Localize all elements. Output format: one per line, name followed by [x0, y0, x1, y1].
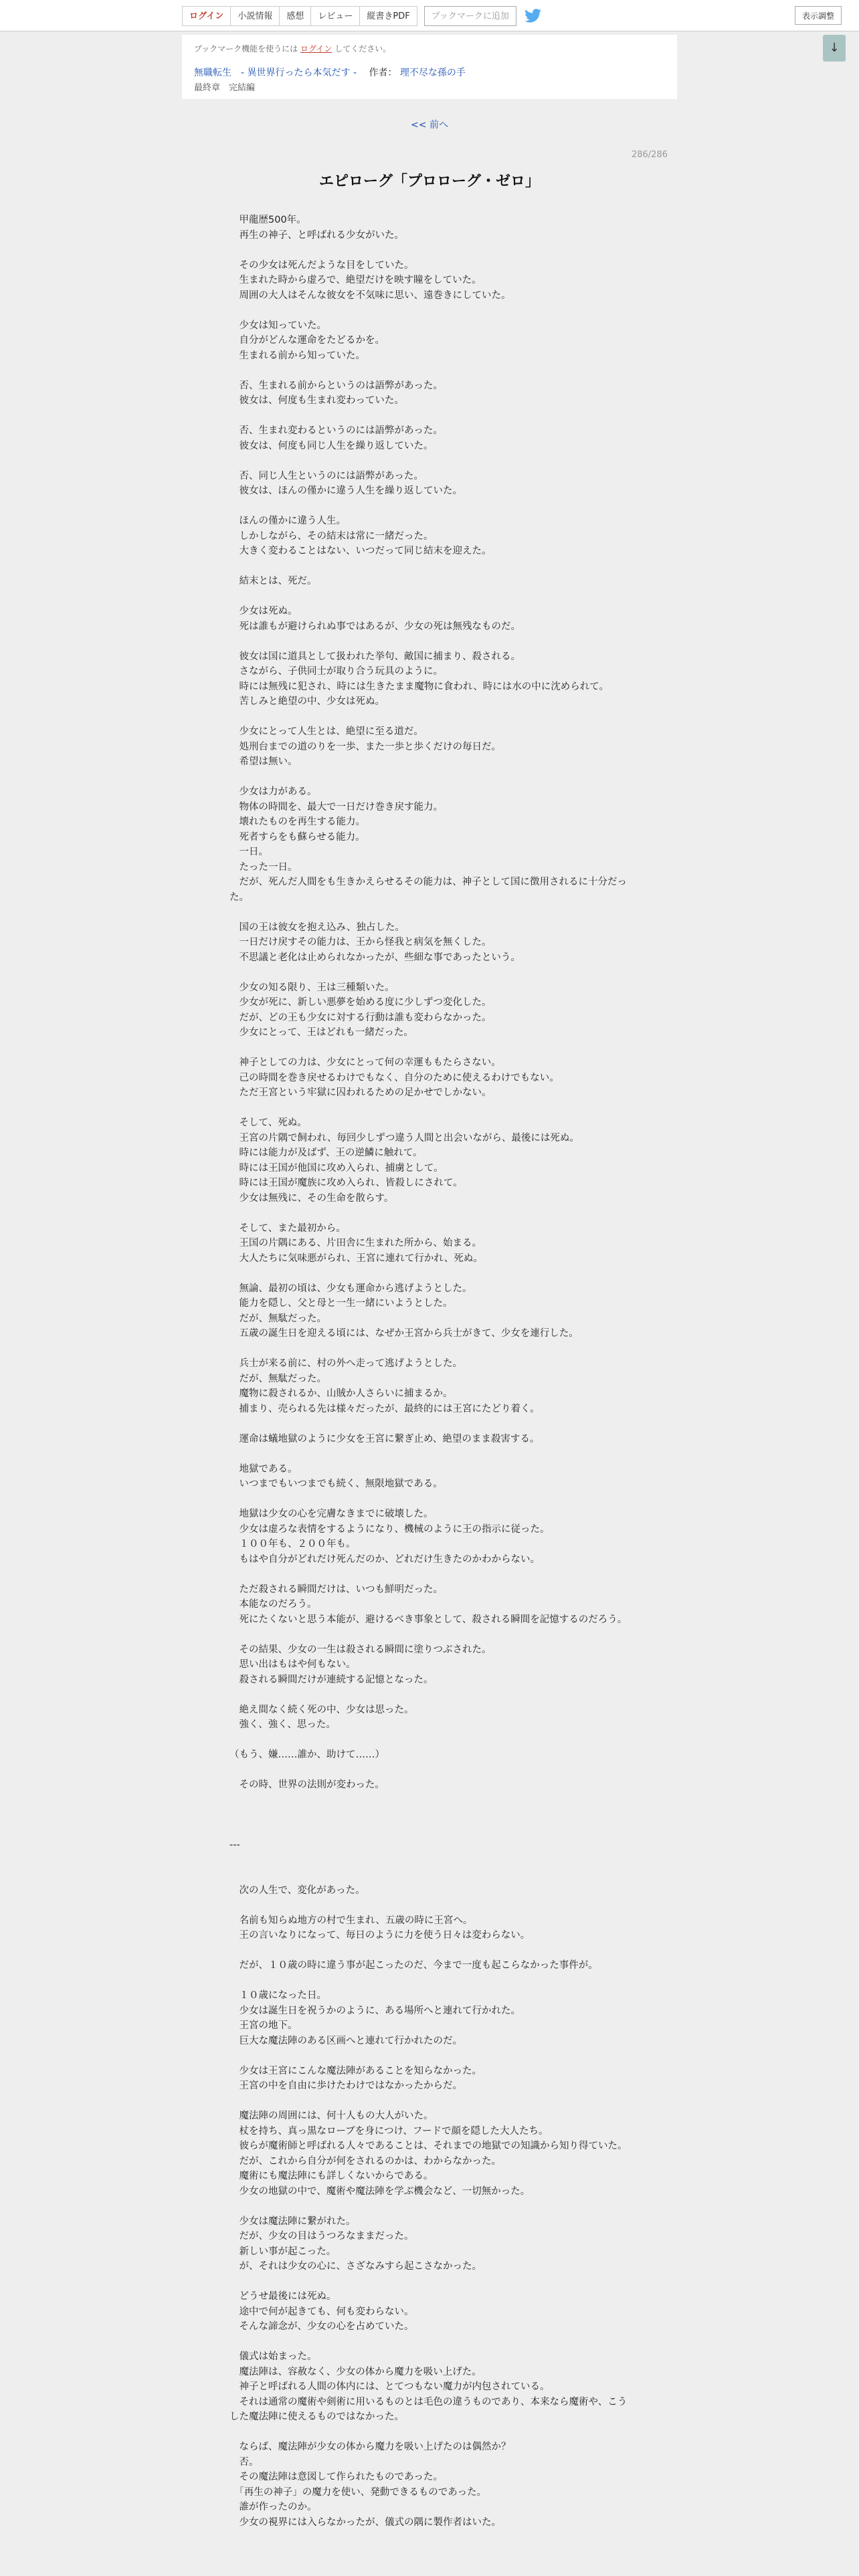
text-line: 兵士が来る前に、村の外へ走って逃げようとした。	[229, 1358, 462, 1369]
text-line	[229, 559, 631, 574]
text-line	[229, 1567, 631, 1582]
bookmark-note-post: してください。	[335, 44, 391, 53]
text-line: 捕まり、売られる先は様々だったが、最終的には王宮にたどり着く。	[229, 1403, 540, 1414]
display-adjust-button[interactable]: 表示調整	[795, 6, 842, 25]
text-line: 杖を持ち、真っ黒なローブを身につけ、フードで顔を隠した大人たち。	[229, 2125, 549, 2137]
text-line: 名前も知らぬ地方の村で生まれ、五歳の時に王宮へ。	[229, 1915, 473, 1926]
text-line: 少女は虚ろな表情をするようになり、機械のように王の指示に従った。	[229, 1523, 550, 1535]
login-button[interactable]: ログイン	[182, 6, 231, 26]
prev-link-text[interactable]: << 前へ	[411, 120, 448, 130]
text-line: 少女にとって人生とは、絶望に至る道だ。	[229, 726, 423, 737]
text-line	[229, 1853, 631, 1868]
text-line: 途中で何が起きても、何も変わらない。	[229, 2306, 414, 2317]
text-line: 巨大な魔法陣のある区画へと連れて行かれたのだ。	[229, 2035, 462, 2046]
text-line: 少女は魔法陣に繋がれた。	[229, 2216, 356, 2227]
bookmark-note-pre: ブックマーク機能を使うには	[194, 44, 298, 53]
text-line: 少女の地獄の中で、魔術や魔法陣を学ぶ機会など、一切無かった。	[229, 2185, 531, 2197]
text-line: 能力を隠し、父と母と一生一緒にいようとした。	[229, 1298, 453, 1309]
text-line: そして、死ぬ。	[229, 1117, 307, 1128]
text-line	[229, 303, 631, 318]
text-line: その少女は死んだような目をしていた。	[229, 259, 414, 271]
text-line: 彼らが魔術師と呼ばれる人々であることは、それまでの地獄での知識から知り得ていた。	[229, 2141, 628, 2151]
text-line	[229, 1266, 631, 1281]
text-line: だが、これから自分が何をされるのかは、わからなかった。	[229, 2155, 501, 2167]
header-nav	[182, 5, 542, 27]
text-line: 誰が作ったのか。	[229, 2502, 317, 2512]
scroll-down-button[interactable]	[823, 35, 846, 62]
text-line: もはや自分がどれだけ死んだのか、どれだけ生きたのかわからない。	[229, 1553, 540, 1565]
text-line	[229, 1808, 631, 1823]
text-line	[229, 1733, 631, 1748]
text-line: 壊れたものを再生する能力。	[229, 817, 365, 827]
text-line: 彼女は、何度も同じ人生を繰り返していた。	[229, 440, 434, 451]
text-line: 否、生まれ変わるというのには語弊があった。	[229, 425, 443, 436]
text-line: 否、同じ人生というのには語弊があった。	[229, 470, 423, 481]
text-line	[229, 770, 631, 785]
text-line	[229, 2425, 631, 2440]
text-line: 己の時間を巻き戻せるわけでもなく、自分のために使えるわけでもない。	[229, 1072, 559, 1083]
text-line	[229, 2274, 631, 2290]
text-line	[229, 1041, 631, 1056]
prev-page-link	[0, 118, 859, 131]
text-line: さながら、子供同士が取り合う玩具のように。	[229, 666, 443, 677]
text-line	[229, 499, 631, 514]
impressions-button[interactable]: 感想	[280, 6, 311, 26]
author-label: 作者：	[369, 68, 397, 78]
text-line: 強く、強く、思った。	[229, 1719, 336, 1730]
text-line: 否。	[229, 2456, 259, 2468]
text-line	[229, 409, 631, 424]
text-line: 再生の神子、と呼ばれる少女がいた。	[229, 229, 404, 241]
text-line: 少女の視界には入らなかったが、儀式の隅に製作者はいた。	[229, 2516, 501, 2528]
text-line: たった一日。	[229, 861, 298, 873]
text-line	[229, 2199, 631, 2214]
text-line: 国の王は彼女を抱え込み、独占した。	[229, 922, 405, 933]
text-line: いつまでもいつまでも続く、無限地獄である。	[229, 1479, 443, 1489]
text-line: 不思議と老化は止められなかったが、些細な事であったという。	[229, 952, 520, 963]
text-line: 殺される瞬間だけが連続する記憶となった。	[229, 1674, 434, 1685]
text-line: 苦しみと絶望の中、少女は死ぬ。	[229, 696, 385, 707]
text-line: ほんの僅かに違う人生。	[229, 516, 346, 526]
chapter-title: エピローグ「プロローグ・ゼロ」	[318, 173, 540, 190]
text-line	[229, 1492, 631, 1507]
text-line	[229, 710, 631, 725]
text-line	[229, 363, 631, 379]
text-line: 時には王国が魔族に攻め入られ、皆殺しにされて。	[229, 1178, 463, 1188]
header-bar	[0, 0, 859, 31]
text-line: 王宮の中を自由に歩けたわけではなかったからだ。	[229, 2080, 462, 2091]
text-line: 王宮の片隅で飼われ、毎回少しずつ違う人間と出会いながら、最後には死ぬ。	[229, 1132, 579, 1144]
text-line: 魔法陣の周囲には、何十人もの大人がいた。	[229, 2111, 434, 2121]
text-line	[229, 453, 631, 469]
text-line: 地獄である。	[229, 1463, 298, 1475]
text-line: （もう、嫌……誰か、助けて……）	[229, 1749, 385, 1760]
text-line	[229, 1943, 631, 1959]
text-line: が、それは少女の心に、さざなみすら起こさなかった。	[229, 2261, 482, 2272]
text-line: 周囲の大人はそんな彼女を不気味に思い、遠巻きにしていた。	[229, 290, 511, 301]
text-line: 少女にとって、王はどれも一緒だった。	[229, 1027, 413, 1038]
text-line	[229, 1206, 631, 1221]
text-line: しかしながら、その結末は常に一緒だった。	[229, 530, 434, 542]
text-line	[229, 243, 631, 258]
text-line: 一日。	[229, 847, 268, 857]
text-line: 無論、最初の頃は、少女も運命から逃げようとした。	[229, 1283, 472, 1294]
text-line: 時には能力が及ばず、王の逆鱗に触れて。	[229, 1148, 423, 1158]
text-line: 少女の知る限り、王は三種類いた。	[229, 982, 395, 993]
text-line	[229, 2094, 631, 2109]
text-line: だが、無駄だった。	[229, 1373, 326, 1384]
text-line: だが、１０歳の時に違う事が起こったのだ、今まで一度も起こらなかった事件が。	[229, 1960, 598, 1971]
text-line	[229, 1898, 631, 1913]
text-line: その魔法陣は意図して作られたものであった。	[229, 2472, 443, 2482]
text-line: 自分がどんな運命をたどるかを。	[229, 335, 385, 346]
arrow-down-icon: ↓	[829, 41, 840, 55]
text-line: 大きく変わることはない、いつだって同じ結末を迎えた。	[229, 546, 492, 556]
text-line: 少女は王宮にこんな魔法陣があることを知らなかった。	[229, 2065, 482, 2076]
text-line: 魔法陣は、容赦なく、少女の体から魔力を吸い上げた。	[229, 2366, 482, 2377]
text-line: 死にたくないと思う本能が、避けるべき事象として、殺される瞬間を記憶するのだろう。	[229, 1614, 628, 1625]
text-line: そんな諦念が、少女の心を占めていた。	[229, 2321, 414, 2332]
text-line: そして、また最初から。	[229, 1222, 346, 1234]
text-line: 死者すらをも蘇らせる能力。	[229, 831, 365, 843]
text-line	[229, 1973, 631, 1989]
text-line	[229, 634, 631, 649]
add-bookmark-button[interactable]: ブックマークに追加	[424, 6, 516, 26]
chapter-body	[229, 213, 631, 2530]
text-line: だが、少女の目はうつろなままだった。	[229, 2231, 414, 2242]
text-line: 王宮の地下。	[229, 2020, 298, 2031]
text-line: どうせ最後には死ぬ。	[229, 2291, 337, 2302]
text-line	[229, 1687, 631, 1703]
text-line	[229, 965, 631, 980]
text-line: 生まれる前から知っていた。	[229, 350, 365, 361]
text-line: 絶え間なく続く死の中、少女は思った。	[229, 1704, 414, 1715]
text-line	[229, 1793, 631, 1808]
text-line: その時、世界の法則が変わった。	[229, 1780, 385, 1790]
text-line: 大人たちに気味悪がられ、王宮に連れて行かれ、死ぬ。	[229, 1253, 483, 1264]
text-line	[229, 1627, 631, 1642]
text-line: 少女は無残に、その生命を散らす。	[229, 1192, 394, 1204]
text-line: 魔術にも魔法陣にも詳しくないからである。	[229, 2171, 434, 2181]
text-line: 生まれた時から虚ろで、絶望だけを映す瞳をしていた。	[229, 275, 482, 286]
text-line: 少女が死に、新しい悪夢を始める度に少しずつ変化した。	[229, 997, 492, 1008]
text-line: 死は誰もが避けられぬ事ではあるが、少女の死は無残なものだ。	[229, 621, 520, 632]
text-line: 王の言いなりになって、毎日のように力を使う日々は変わらない。	[229, 1930, 531, 1941]
text-line: 運命は蟻地獄のように少女を王宮に繋ぎ止め、絶望のまま殺害する。	[229, 1433, 540, 1444]
text-line	[229, 1416, 631, 1432]
text-line	[229, 1868, 631, 1883]
text-line: 希望は無い。	[229, 756, 298, 767]
review-button[interactable]: レビュー	[311, 6, 360, 26]
text-line: 少女は誕生日を祝うかのように、ある場所へと連れて行かれた。	[229, 2005, 520, 2016]
text-line: 思い出はもはや何もない。	[229, 1659, 356, 1670]
text-line: 少女は知っていた。	[229, 320, 326, 331]
text-line: 王国の片隅にある、片田舎に生まれた所から、始まる。	[229, 1238, 482, 1249]
text-line	[229, 2048, 631, 2064]
text-line: 魔物に殺されるか、山賊か人さらいに捕まるか。	[229, 1388, 453, 1399]
text-line: 少女は力がある。	[229, 786, 317, 797]
vertical-pdf-button[interactable]: 縦書きPDF	[360, 6, 417, 26]
text-line	[229, 589, 631, 605]
text-line: 少女は死ぬ。	[229, 606, 298, 617]
author-link[interactable]: 理不尽な孫の手	[399, 68, 466, 78]
text-line: １００年も、２００年も。	[229, 1539, 356, 1549]
text-line: 時には王国が他国に攻め入られ、捕虜として。	[229, 1162, 444, 1174]
text-line: その結果、少女の一生は殺される瞬間に塗りつぶされた。	[229, 1644, 492, 1655]
novel-info-box	[182, 35, 677, 99]
text-line: 処刑台までの道のりを一歩、また一歩と歩くだけの毎日だ。	[229, 741, 501, 752]
text-line: ただ王宮という牢獄に囚われるための足かせでしかない。	[229, 1087, 492, 1098]
novel-title-link[interactable]: 無職転生 - 異世界行ったら本気だす -	[194, 68, 357, 78]
chapter-status: 最終章 完結編	[194, 83, 256, 93]
text-line: 地獄は少女の心を完膚なきまでに破壊した。	[229, 1509, 434, 1519]
twitter-icon[interactable]	[524, 9, 542, 23]
text-line: 物体の時間を、最大で一日だけ巻き戻す能力。	[229, 801, 443, 813]
text-line	[229, 1446, 631, 1462]
text-line: 五歳の誕生日を迎える頃には、なぜか王宮から兵士がきて、少女を連行した。	[229, 1328, 579, 1339]
text-line: 神子と呼ばれる人間の体内には、とてつもない魔力が内包されている。	[229, 2381, 550, 2392]
text-line: 甲龍歴500年。	[229, 215, 306, 225]
novel-info-button[interactable]: 小説情報	[231, 6, 280, 26]
text-line: 一日だけ戻すその能力は、王から怪我と病気を無くした。	[229, 937, 492, 948]
text-line	[229, 1823, 631, 1838]
text-line: 次の人生で、変化があった。	[229, 1885, 365, 1896]
text-line: １０歳になった日。	[229, 1990, 326, 2001]
text-line: 時には無残に犯され、時には生きたまま魔物に食われ、時には水の中に沈められて。	[229, 681, 609, 692]
text-line	[229, 1763, 631, 1778]
text-line: ただ殺される瞬間だけは、いつも鮮明だった。	[229, 1584, 443, 1595]
text-line: 神子としての力は、少女にとって何の幸運ももたらさない。	[229, 1057, 501, 1068]
text-line: だが、死んだ人間をも生きかえらせるその能力は、神子として国に徴用されるに十分だった。	[229, 877, 628, 903]
text-line: 否、生まれる前からというのは語弊があった。	[229, 380, 443, 391]
text-line	[229, 2335, 631, 2350]
text-line: ---	[229, 1840, 240, 1850]
text-line: 彼女は、何度も生まれ変わっていた。	[229, 395, 404, 406]
text-line: 本能なのだろう。	[229, 1599, 317, 1610]
novel-title-line	[194, 66, 466, 79]
text-line	[229, 905, 631, 920]
page-count: 286/286	[631, 150, 668, 160]
text-line: だが、どの王も少女に対する行動は誰も変わらなかった。	[229, 1012, 492, 1023]
text-line: それは通常の魔術や剣術に用いるものとは毛色の違うものであり、本来なら魔術や、こうした魔法陣に使えるものではなかった。	[229, 2396, 628, 2422]
text-line	[229, 1341, 631, 1357]
text-line: 儀式は始まった。	[229, 2351, 317, 2362]
text-line: 彼女は、ほんの僅かに違う人生を繰り返していた。	[229, 486, 462, 496]
bookmark-login-link[interactable]: ログイン	[300, 44, 332, 53]
text-line: 「再生の神子」の魔力を使い、発動できるものであった。	[229, 2486, 487, 2498]
text-line: ならば、魔法陣が少女の体から魔力を吸い上げたのは偶然か？	[229, 2442, 511, 2452]
text-line: 新しい事が起こった。	[229, 2246, 337, 2257]
text-line: 結末とは、死だ。	[229, 576, 317, 586]
bookmark-note	[194, 43, 391, 54]
text-line	[229, 1101, 631, 1116]
text-line: 彼女は国に道具として扱われた挙句、敵国に捕まり、殺される。	[229, 651, 520, 662]
text-line: だが、無駄だった。	[229, 1313, 326, 1324]
